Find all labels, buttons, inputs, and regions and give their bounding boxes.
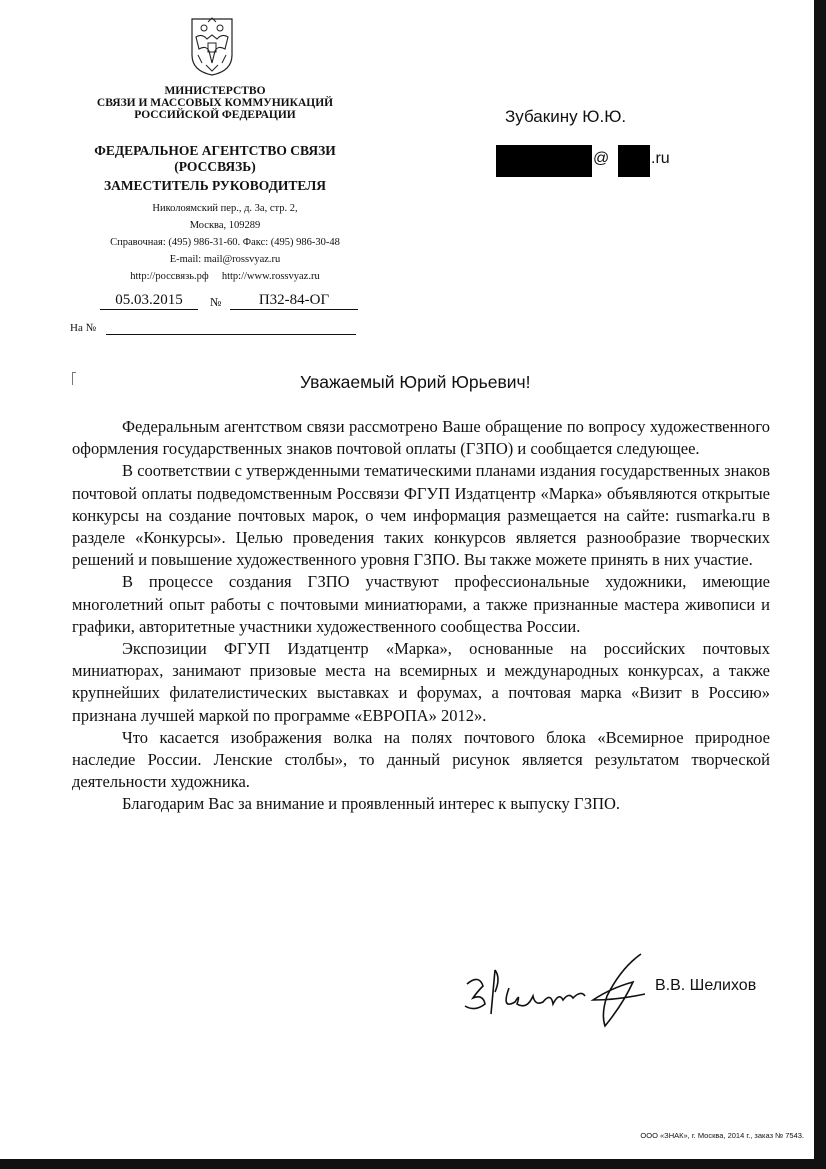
ministry-name: МИНИСТЕРСТВО СВЯЗИ И МАССОВЫХ КОММУНИКАЦИЙ РОССИЙСКОЙ ФЕДЕРАЦИИ xyxy=(96,85,334,121)
recipient-name: Зубакину Ю.Ю. xyxy=(505,107,627,126)
scan-border-bottom xyxy=(0,1159,826,1169)
corner-mark xyxy=(72,372,76,385)
letter-body xyxy=(72,416,770,816)
incoming-reference xyxy=(70,322,356,340)
address-line: Николоямский пер., д. 3а, стр. 2, xyxy=(152,203,298,214)
email-at: @ xyxy=(593,150,610,167)
paragraph: В процессе создания ГЗПО участвуют профессиональные художники, имеющие многолетний опыт работы с почтовыми миниатюрами, а также признанные мастера живописи и графики, авторитетные участники художественного сообщества России. xyxy=(72,572,770,636)
greeting: Уважаемый Юрий Юрьевич! xyxy=(300,372,531,392)
letter-date: 05.03.2015 xyxy=(100,292,198,310)
agency-name: ФЕДЕРАЛЬНОЕ АГЕНТСТВО СВЯЗИ (РОССВЯЗЬ) xyxy=(94,143,336,174)
paragraph: Федеральным агентством связи рассмотрено Ваше обращение по вопросу художественного оформления государственных знаков почтовой оплаты (ГЗПО) и сообщается следующее. xyxy=(72,417,770,459)
paragraph: Экспозиции ФГУП Издатцентр «Марка», основанные на российских почтовых миниатюрах, занимают призовые места на всемирных и международных конкурсах, а также крупнейших филателистических выставках и форумах, а почтовая марка «Визит в Россию» признана лучшей маркой по программе «ЕВРОПА» 2012». xyxy=(72,639,770,725)
paragraph: Что касается изображения волка на полях почтового блока «Всемирное природное наследие России. Ленские столбы», то данный рисунок является результатом творческой деятельности художника. xyxy=(72,727,770,792)
agency-contacts xyxy=(60,200,390,285)
incoming-rule xyxy=(106,334,356,335)
website-line: http://россвязь.рф http://www.rossvyaz.ru xyxy=(130,271,320,282)
letter-number: П32-84-ОГ xyxy=(230,292,358,310)
paragraph: Благодарим Вас за внимание и проявленный интерес к выпуску ГЗПО. xyxy=(122,794,621,814)
printer-imprint: ООО «ЗНАК», г. Москва, 2014 г., заказ № 7543. xyxy=(640,1131,804,1140)
scan-border-right xyxy=(814,0,826,1169)
signer-name: В.В. Шелихов xyxy=(655,977,757,994)
handwritten-signature xyxy=(455,948,660,1043)
number-sign: № xyxy=(210,295,222,309)
email-domain: .ru xyxy=(651,150,670,167)
incoming-label: На № xyxy=(70,322,97,334)
outgoing-reference xyxy=(100,292,360,314)
coat-of-arms-emblem xyxy=(188,15,236,77)
paragraph: В соответствии с утвержденными тематическими планами издания государственных знаков почтовой оплаты подведомственным Россвязи ФГУП Издатцентр «Марка» объявляются открытые конкурсы на создание почтовых марок, о чем информация размещается на сайте: rusmarka.ru в разделе «Конкурсы». Целью проведения таких конкурсов является разнообразие творческих решений и повышение художественного уровня ГЗПО. Вы также можете принять в них участие. xyxy=(72,461,770,570)
phone-line: Справочная: (495) 986-31-60. Факс: (495) 986-30-48 xyxy=(110,237,340,248)
email-line: E-mail: mail@rossvyaz.ru xyxy=(169,254,281,265)
redaction-block xyxy=(618,145,650,177)
redaction-block xyxy=(496,145,592,177)
city-line: Москва, 109289 xyxy=(189,220,261,231)
deputy-title: ЗАМЕСТИТЕЛЬ РУКОВОДИТЕЛЯ xyxy=(103,178,327,193)
